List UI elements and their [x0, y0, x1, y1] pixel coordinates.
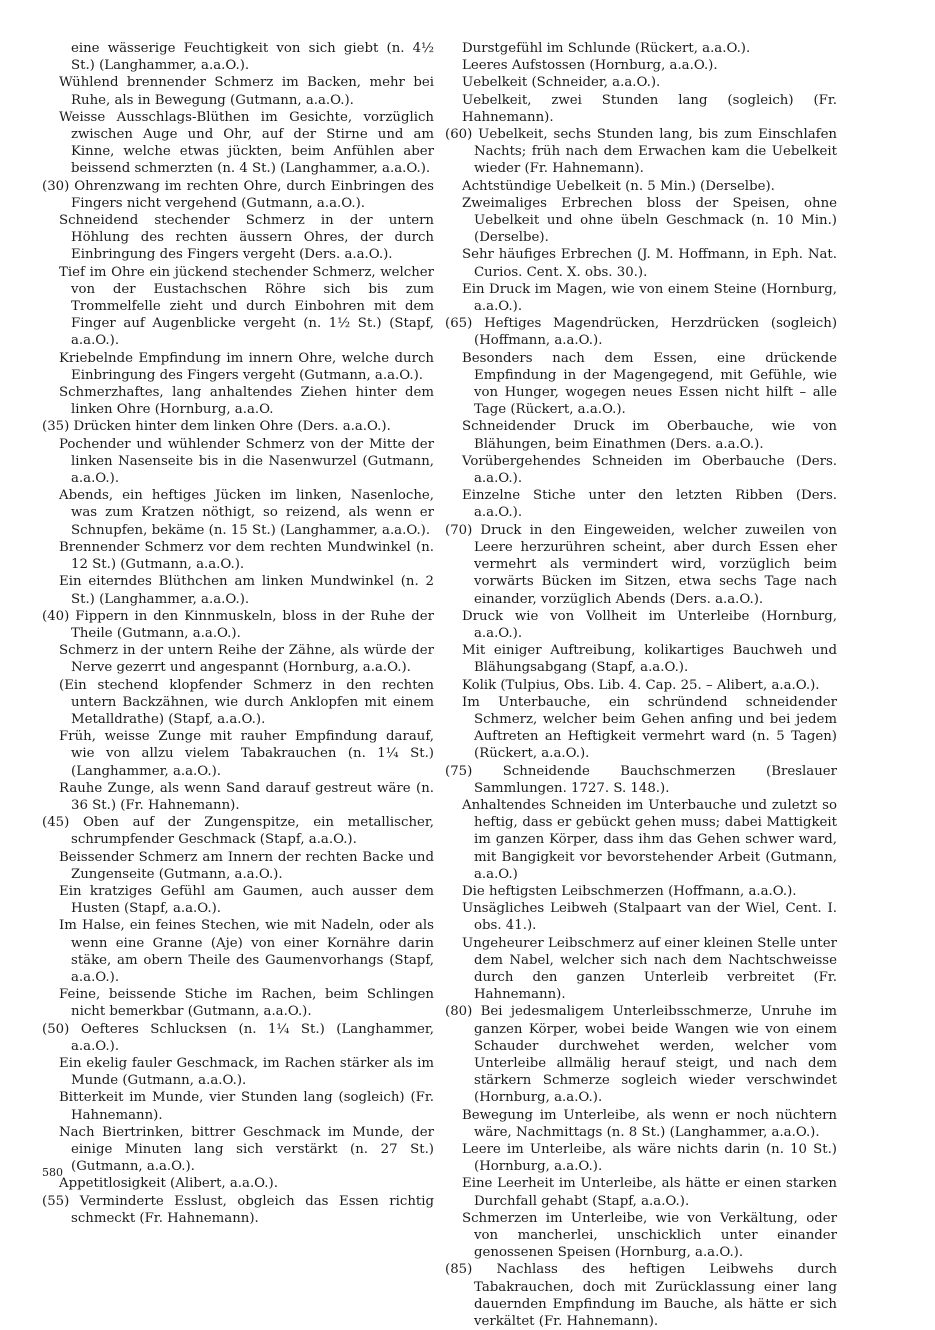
entry-text: Bitterkeit im Munde, vier Stunden lang (sogleich) (Fr. Hahnemann).	[59, 1090, 434, 1123]
entry-text: Uebelkeit (Schneider, a.a.O.).	[462, 75, 661, 91]
symptom-entry	[445, 1175, 837, 1209]
entry-text: Die heftigsten Leibschmerzen (Hoffmann, a.a.O.).	[462, 883, 797, 899]
entry-text: Drücken hinter dem linken Ohre (Ders. a.a.O.).	[73, 419, 391, 435]
entry-text: Mit einiger Auftreibung, kolikartiges Bauchweh und Blähungsabgang (Stapf, a.a.O.).	[462, 643, 837, 676]
entry-text: Nachlass des heftigen Leibwehs durch Tabakrauchen, doch mit Zurücklassung einer lang dauernden Empfindung im Bauche, als hätte er sich verkältet (Fr. Hahnemann).	[474, 1262, 838, 1330]
entry-text: Anhaltendes Schneiden im Unterbauche und zuletzt so heftig, dass er gebückt gehen muss; dabei Mattigkeit im ganzen Körper, dass ihm das Gehen schwer ward, mit Bangigkeit vor bevorstehender Arbeit (Gutmann, a.a.O.)	[462, 797, 837, 882]
entry-number: (60)	[445, 127, 473, 143]
entry-text: Fippern in den Kinnmuskeln, bloss in der Ruhe der Theile (Gutmann, a.a.O.).	[71, 608, 434, 641]
symptom-entry	[445, 74, 837, 91]
entry-text: Appetitlosigkeit (Alibert, a.a.O.).	[59, 1176, 278, 1192]
symptom-entry	[445, 935, 837, 1004]
symptom-entry	[42, 573, 434, 607]
symptom-entry	[42, 1021, 434, 1055]
symptom-entry	[445, 1141, 837, 1175]
page-number: 580	[42, 1166, 63, 1179]
entry-text: Heftiges Magendrücken, Herzdrücken (sogleich) (Hoffmann, a.a.O.).	[474, 316, 838, 349]
entry-number: (50)	[42, 1021, 70, 1037]
symptom-entry	[445, 350, 837, 419]
entry-number: (30)	[42, 178, 70, 194]
symptom-entry	[42, 642, 434, 676]
symptom-entry	[42, 917, 434, 986]
symptom-entry	[445, 40, 837, 57]
symptom-entry	[445, 281, 837, 315]
symptom-entry	[445, 126, 837, 178]
entry-text: Leere im Unterleibe, als wäre nichts darin (n. 10 St.) (Hornburg, a.a.O.).	[462, 1142, 837, 1175]
entry-text: Ungeheurer Leibschmerz auf einer kleinen Stelle unter dem Nabel, welcher sich nach dem Nachtschweisse durch den ganzen Unterleib verbreitet (Fr. Hahnemann).	[462, 935, 837, 1003]
entry-text: Wühlend brennender Schmerz im Backen, mehr bei Ruhe, als in Bewegung (Gutmann, a.a.O.).	[59, 75, 434, 108]
symptom-entry	[445, 178, 837, 195]
symptom-entry	[42, 986, 434, 1020]
symptom-entry	[445, 1003, 837, 1106]
entry-number: (55)	[42, 1193, 70, 1209]
entry-number: (75)	[445, 763, 473, 779]
symptom-entry	[445, 694, 837, 763]
entry-number: (80)	[445, 1004, 473, 1020]
right-column	[445, 40, 837, 1330]
entry-text: Sehr häufiges Erbrechen (J. M. Hoffmann, in Eph. Nat. Curios. Cent. X. obs. 30.).	[462, 247, 837, 280]
symptom-entry	[445, 522, 837, 608]
entry-text: Schneidender Druck im Oberbauche, wie von Blähungen, beim Einathmen (Ders. a.a.O.).	[462, 419, 837, 452]
symptom-entry	[445, 92, 837, 126]
entry-number: (85)	[445, 1262, 473, 1278]
entry-number: (35)	[42, 419, 70, 435]
entry-text: Vorübergehendes Schneiden im Oberbauche (Ders. a.a.O.).	[462, 453, 837, 487]
symptom-entry	[42, 418, 434, 435]
entry-number: (65)	[445, 316, 473, 332]
symptom-entry	[42, 883, 434, 917]
symptom-entry	[445, 315, 837, 349]
entry-number: (40)	[42, 608, 70, 624]
entry-text: Nach Biertrinken, bittrer Geschmack im Munde, der einige Minuten lang sich verstärkt (n. 27 St.) (Gutmann, a.a.O.).	[59, 1124, 434, 1175]
entry-text: Ein kratziges Gefühl am Gaumen, auch ausser dem Husten (Stapf, a.a.O.).	[59, 883, 434, 917]
symptom-entry	[42, 780, 434, 814]
entry-text: Schmerzen im Unterleibe, wie von Verkältung, oder von mancherlei, unschicklich unter einander genossenen Speisen (Hornburg, a.a.O.).	[462, 1210, 837, 1261]
symptom-entry	[42, 728, 434, 780]
entry-text: Verminderte Esslust, obgleich das Essen richtig schmeckt (Fr. Hahnemann).	[71, 1193, 434, 1226]
entry-text: Zweimaliges Erbrechen bloss der Speisen, ohne Uebelkeit und ohne übeln Geschmack (n. 10 Min.) (Derselbe).	[462, 195, 837, 246]
symptom-entry	[42, 814, 434, 848]
entry-text: Oefteres Schlucksen (n. 1¼ St.) (Langhammer, a.a.O.).	[71, 1021, 434, 1054]
entry-text: Durstgefühl im Schlunde (Rückert, a.a.O.).	[462, 41, 751, 56]
entry-text: Abends, ein heftiges Jücken im linken, Nasenloche, was zum Kratzen nöthigt, so reizend, als wenn er Schnupfen, bekäme (n. 15 St.) (Langhammer, a.a.O.).	[59, 488, 434, 538]
entry-text: Im Halse, ein feines Stechen, wie mit Nadeln, oder als wenn eine Granne (Aje) von einer Kornähre darin stäke, am obern Theile des Gaumenvorhangs (Stapf, a.a.O.).	[59, 918, 434, 985]
symptom-entry	[445, 1107, 837, 1141]
entry-text: Schmerz in der untern Reihe der Zähne, als würde der Nerve gezerrt und angespannt (Hornburg, a.a.O.).	[59, 643, 434, 676]
entry-text: Achtstündige Uebelkeit (n. 5 Min.) (Derselbe).	[462, 178, 775, 194]
symptom-entry	[445, 608, 837, 642]
symptom-entry	[42, 109, 434, 178]
entry-text: Früh, weisse Zunge mit rauher Empfindung darauf, wie von allzu vielem Tabakrauchen (n. 1¼ St.) (Langhammer, a.a.O.).	[59, 729, 434, 779]
entry-text: Brennender Schmerz vor dem rechten Mundwinkel (n. 12 St.) (Gutmann, a.a.O.).	[59, 539, 434, 573]
entry-text: Druck in den Eingeweiden, welcher zuweilen von Leere herzurühren scheint, aber durch Essen eher vermehrt als vermindert wird, vorzüglich beim vorwärts Bücken im Sitzen, etwa sechs Tage nach einander, vorzüglich Abends (Ders. a.a.O.).	[474, 522, 837, 607]
symptom-entry	[445, 246, 837, 280]
entry-text: Ein Druck im Magen, wie von einem Steine (Hornburg, a.a.O.).	[462, 281, 837, 315]
symptom-entry	[42, 1089, 434, 1123]
entry-text: Rauhe Zunge, als wenn Sand darauf gestreut wäre (n. 36 St.) (Fr. Hahnemann).	[59, 780, 434, 813]
symptom-entry	[445, 642, 837, 676]
symptom-entry	[42, 74, 434, 108]
symptom-entry	[42, 849, 434, 883]
entry-text: Unsägliches Leibweh (Stalpaart van der Wiel, Cent. I. obs. 41.).	[462, 901, 837, 934]
symptom-entry	[42, 1055, 434, 1089]
symptom-entry	[445, 1210, 837, 1262]
entry-text: Eine Leerheit im Unterleibe, als hätte er einen starken Durchfall gehabt (Stapf, a.a.O.).	[462, 1176, 837, 1209]
entry-text: Feine, beissende Stiche im Rachen, beim Schlingen nicht bemerkbar (Gutmann, a.a.O.).	[59, 987, 434, 1020]
entry-number: (70)	[445, 522, 473, 538]
symptom-entry	[445, 763, 837, 797]
symptom-entry	[445, 797, 837, 883]
symptom-entry	[445, 487, 837, 521]
entry-text: Bei jedesmaligem Unterleibsschmerze, Unruhe im ganzen Körper, wobei beide Wangen wie von einem Schauder durchwehet werden, welcher vom Unterleibe allmälig herauf steigt, und nach dem stärkern Schmerze sogleich wieder verschwindet (Hornburg, a.a.O.).	[474, 1004, 837, 1106]
symptom-entry	[42, 677, 434, 729]
symptom-entry	[445, 677, 837, 694]
symptom-entry	[445, 195, 837, 247]
entry-text: Uebelkeit, zwei Stunden lang (sogleich) (Fr. Hahnemann).	[462, 92, 837, 125]
symptom-entry	[445, 1261, 837, 1330]
entry-text: Ohrenzwang im rechten Ohre, durch Einbringen des Fingers nicht vergehend (Gutmann, a.a.O.).	[71, 178, 434, 211]
symptom-entry	[445, 883, 837, 900]
entry-number: (45)	[42, 815, 70, 831]
symptom-entry	[445, 57, 837, 74]
symptom-entry	[42, 1175, 434, 1192]
symptom-entry	[445, 418, 837, 452]
entry-text: Pochender und wühlender Schmerz von der Mitte der linken Nasenseite bis in die Nasenwurzel (Gutmann, a.a.O.).	[59, 436, 434, 487]
symptom-entry	[42, 487, 434, 539]
entry-text: Uebelkeit, sechs Stunden lang, bis zum Einschlafen Nachts; früh nach dem Erwachen kam die Uebelkeit wieder (Fr. Hahnemann).	[474, 127, 837, 177]
entry-text: eine wässerige Feuchtigkeit von sich giebt (n. 4½ St.) (Langhammer, a.a.O.).	[71, 41, 434, 74]
symptom-entry	[42, 436, 434, 488]
entry-text: Leeres Aufstossen (Hornburg, a.a.O.).	[462, 58, 718, 74]
entry-text: Schneidend stechender Schmerz in der untern Höhlung des rechten äussern Ohres, der durch Einbringung des Fingers vergeht (Ders. a.a.O.).	[59, 213, 434, 263]
symptom-entry	[42, 40, 434, 74]
symptom-entry	[42, 350, 434, 384]
entry-text: Beissender Schmerz am Innern der rechten Backe und Zungenseite (Gutmann, a.a.O.).	[59, 849, 434, 882]
entry-text: Kolik (Tulpius, Obs. Lib. 4. Cap. 25. – Alibert, a.a.O.).	[462, 677, 820, 693]
entry-text: (Ein stechend klopfender Schmerz in den rechten untern Backzähnen, wie durch Anklopfen mit einem Metalldrathe) (Stapf, a.a.O.).	[59, 677, 434, 727]
entry-text: Kriebelnde Empfindung im innern Ohre, welche durch Einbringung des Fingers vergeht (Gutmann, a.a.O.).	[59, 350, 434, 383]
symptom-entry	[42, 264, 434, 350]
left-column	[42, 40, 434, 1227]
symptom-entry	[42, 384, 434, 418]
symptom-entry	[42, 608, 434, 642]
entry-text: Einzelne Stiche unter den letzten Ribben (Ders. a.a.O.).	[462, 488, 837, 521]
symptom-entry	[42, 1124, 434, 1176]
entry-text: Druck wie von Vollheit im Unterleibe (Hornburg, a.a.O.).	[462, 608, 837, 641]
entry-text: Schneidende Bauchschmerzen (Breslauer Sammlungen. 1727. S. 148.).	[474, 763, 837, 796]
symptom-entry	[42, 212, 434, 264]
entry-text: Weisse Ausschlags-Blüthen im Gesichte, vorzüglich zwischen Auge und Ohr, auf der Stirne und am Kinne, welche etwas jückten, beim Anfühlen aber beissend schmerzten (n. 4 St.) (Langhammer, a.a.O.).	[59, 109, 434, 177]
symptom-entry	[42, 178, 434, 212]
entry-text: Bewegung im Unterleibe, als wenn er noch nüchtern wäre, Nachmittags (n. 8 St.) (Langhammer, a.a.O.).	[462, 1107, 837, 1140]
entry-text: Ein ekelig fauler Geschmack, im Rachen stärker als im Munde (Gutmann, a.a.O.).	[59, 1055, 434, 1089]
symptom-entry	[445, 900, 837, 934]
entry-text: Oben auf der Zungenspitze, ein metallischer, schrumpfender Geschmack (Stapf, a.a.O.).	[71, 815, 434, 848]
entry-text: Tief im Ohre ein jückend stechender Schmerz, welcher von der Eustachschen Röhre sich bis zum Trommelfelle zieht und durch Einbohren mit dem Finger auf Augenblicke vergeht (n. 1½ St.) (Stapf, a.a.O.).	[59, 264, 434, 349]
entry-text: Ein eiterndes Blüthchen am linken Mundwinkel (n. 2 St.) (Langhammer, a.a.O.).	[59, 574, 434, 607]
symptom-entry	[445, 453, 837, 487]
entry-text: Schmerzhaftes, lang anhaltendes Ziehen hinter dem linken Ohre (Hornburg, a.a.O.	[59, 385, 434, 418]
entry-text: Im Unterbauche, ein schründend schneidender Schmerz, welcher beim Gehen anfing und bei jedem Auftreten an Heftigkeit vermehrt ward (n. 5 Tagen) (Rückert, a.a.O.).	[462, 694, 837, 762]
entry-text: Besonders nach dem Essen, eine drückende Empfindung in der Magengegend, mit Gefühle, wie von Hunger, wogegen neues Essen nicht hilft – alle Tage (Rückert, a.a.O.).	[462, 350, 837, 418]
symptom-entry	[42, 539, 434, 573]
